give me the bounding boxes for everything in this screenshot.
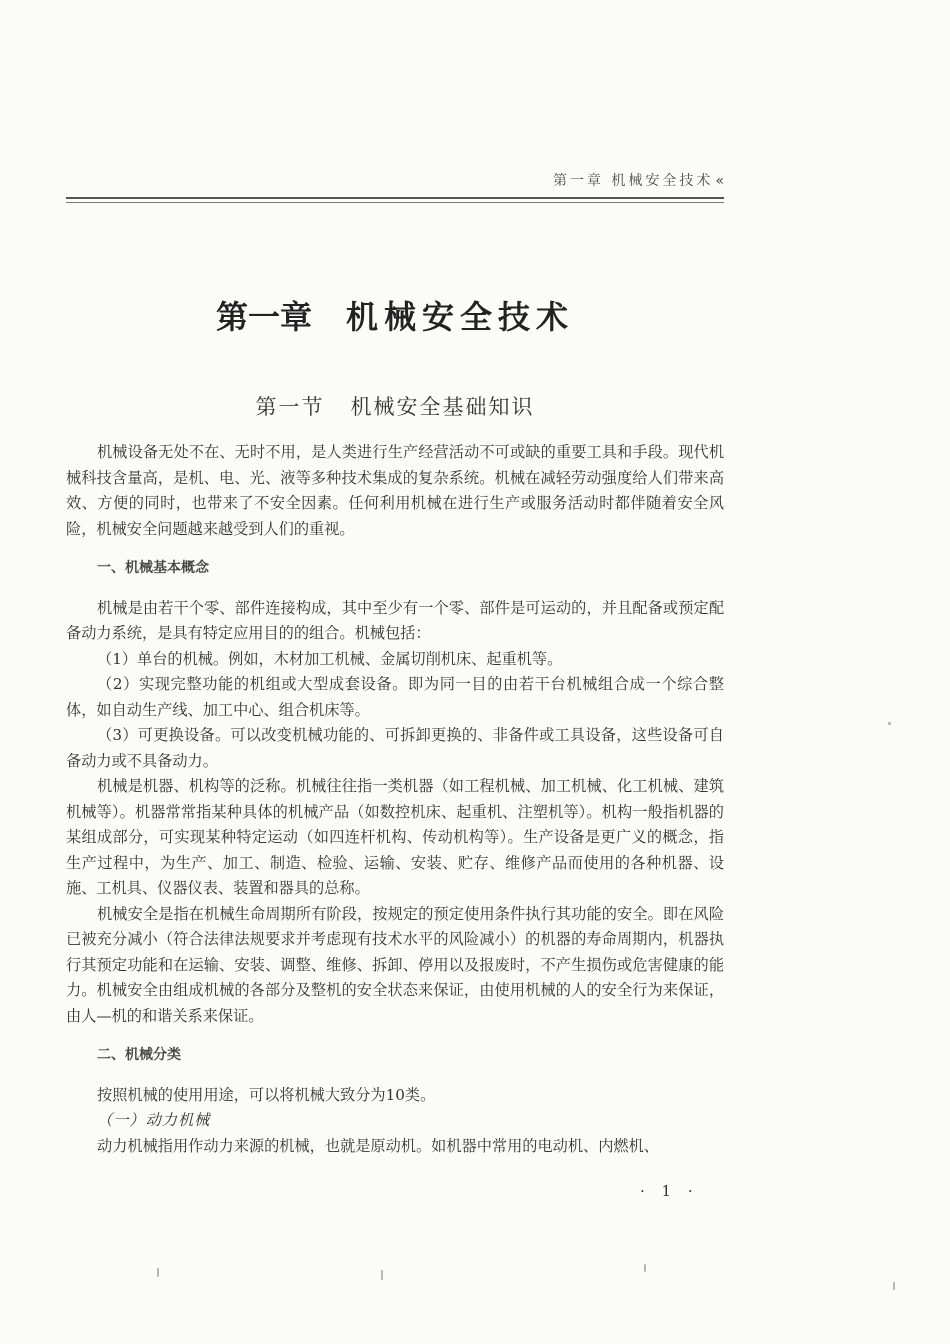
section-number: 第一节 xyxy=(255,395,325,419)
body-text xyxy=(66,440,724,1159)
running-header-title: 第一章 机械安全技术 xyxy=(552,173,714,189)
chevron-icon: « xyxy=(715,173,724,189)
heading-basic-concept: 一、机械基本概念 xyxy=(97,560,209,576)
scan-speck xyxy=(893,1282,895,1290)
scan-speck xyxy=(644,1264,646,1272)
list-item: （2）实现完整功能的机组或大型成套设备。即为同一目的由若干台机械组合成一个综合整体，如自动生产线、加工中心、组合机床等。 xyxy=(66,675,724,719)
scan-speck xyxy=(381,1270,383,1280)
paragraph-generic-term: 机械是机器、机构等的泛称。机械往往指一类机器（如工程机械、加工机械、化工机械、建筑机械等）。机器常常指某种具体的机械产品（如数控机床、起重机、注塑机等）。机构一般指机器的某组成部分，可实现某种特定运动（如四连杆机构、传动机构等）。生产设备是更广义的概念，指生产过程中，为生产、加工、制造、检验、运输、安装、贮存、维修产品而使用的各种机器、设施、工机具、仪器仪表、装置和器具的总称。 xyxy=(66,777,724,897)
list-item: （3）可更换设备。可以改变机械功能的、可拆卸更换的、非备件或工具设备，这些设备可自备动力或不具备动力。 xyxy=(66,726,724,770)
subheading-power-machinery: （一）动力机械 xyxy=(97,1111,211,1129)
paragraph-intro: 机械设备无处不在、无时不用，是人类进行生产经营活动不可或缺的重要工具和手段。现代机械科技含量高，是机、电、光、液等多种技术集成的复杂系统。机械在减轻劳动强度给人们带来高效、方便的同时，也带来了不安全因素。任何利用机械在进行生产或服务活动时都伴随着安全风险，机械安全问题越来越受到人们的重视。 xyxy=(66,443,724,538)
paragraph-classify: 按照机械的使用用途，可以将机械大致分为10类。 xyxy=(97,1085,436,1104)
paragraph-definition: 机械是由若干个零、部件连接构成，其中至少有一个零、部件是可运动的，并且配备或预定配备动力系统，是具有特定应用目的的组合。机械包括： xyxy=(66,598,724,642)
section-title xyxy=(0,391,790,421)
heading-classification: 二、机械分类 xyxy=(97,1047,181,1063)
chapter-number: 第一章 xyxy=(215,298,312,336)
section-name: 机械安全基础知识 xyxy=(350,395,535,419)
paragraph-power-machinery: 动力机械指用作动力来源的机械，也就是原动机。如机器中常用的电动机、内燃机、 xyxy=(97,1136,659,1155)
list-item: （1）单台的机械。例如，木材加工机械、金属切削机床、起重机等。 xyxy=(97,649,563,668)
paragraph-machine-safety: 机械安全是指在机械生命周期所有阶段，按规定的预定使用条件执行其功能的安全。即在风险已被充分减小（符合法律法规要求并考虑现有技术水平的风险减小）的机器的寿命周期内，机器执行其预定功能和在运输、安装、调整、维修、拆卸、停用以及报废时，不产生损伤或危害健康的能力。机械安全由组成机械的各部分及整机的安全状态来保证，由使用机械的人的安全行为来保证，由人—机的和谐关系来保证。 xyxy=(66,904,724,1025)
chapter-title xyxy=(0,292,790,338)
running-header xyxy=(66,170,724,190)
scan-speck xyxy=(888,722,891,725)
chapter-name: 机械安全技术 xyxy=(346,298,575,336)
header-rule xyxy=(66,197,724,199)
scan-speck xyxy=(157,1268,159,1277)
header-rule-thin xyxy=(66,202,724,203)
page-number: · 1 · xyxy=(640,1182,699,1200)
